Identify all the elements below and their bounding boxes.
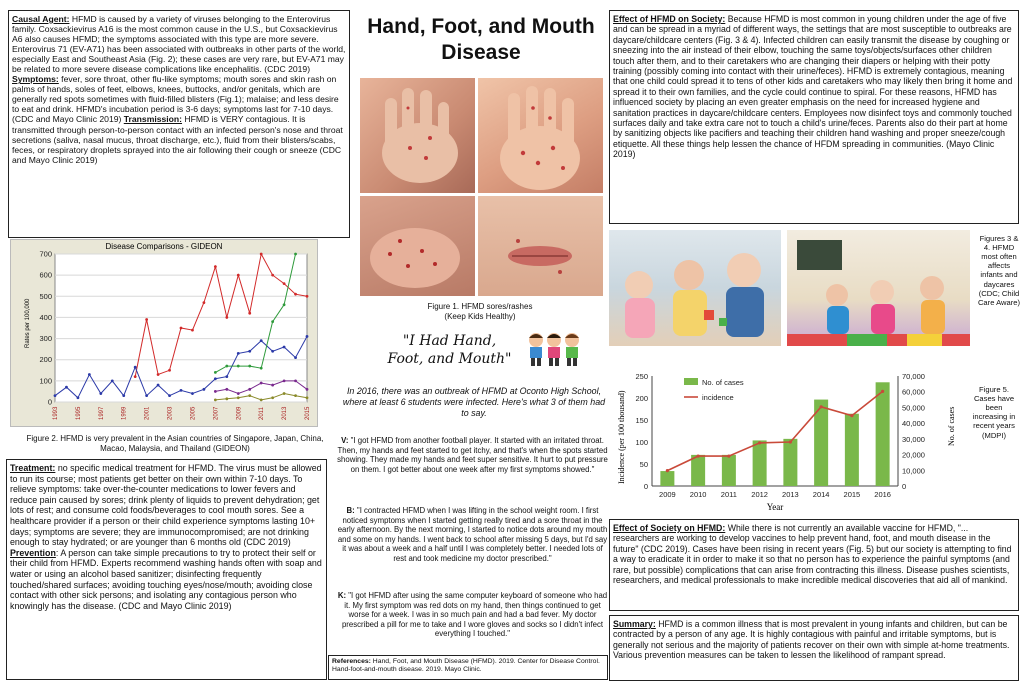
data-point [294, 253, 297, 256]
y-right-tick-label: 10,000 [902, 466, 925, 476]
data-point [283, 392, 286, 395]
data-point [271, 320, 274, 323]
transmission-text: HFMD is VERY contagious. It is transmitted through person-to-person contact with an infected person's nose and throat secretions (saliva, nasal mucus, throat discharge, etc.), fluid from their blisters/scabs, feces, or respiratory droplets sprayed into the air following their cough or sneeze (CDC and Mayo Clinic 2019) [12, 114, 343, 165]
x-tick-label: 2010 [689, 490, 707, 499]
quote-v-text: "I got HFMD from another football player. It started with an irritated throat. Then, my hands and feet started to get itchy, and that's when the spots started showing. They made my hands and feet super sensitive. It hurt to put pressure on them. I got better about one week after my first symptoms showed." [337, 436, 608, 474]
x-tick-label: 2009 [659, 490, 676, 499]
case-bar [753, 440, 767, 486]
y-tick-label: 50 [639, 460, 648, 469]
x-tick-label: 2011 [720, 490, 737, 499]
x-tick-label: 2009 [236, 406, 243, 420]
references-heading: References: [332, 658, 371, 665]
data-point [225, 397, 228, 400]
data-point [157, 373, 160, 376]
y-tick-label: 700 [39, 249, 52, 259]
data-point [157, 384, 160, 387]
data-point [294, 293, 297, 296]
data-point [214, 390, 217, 393]
y-tick-label: 200 [635, 394, 648, 403]
quote-k [335, 591, 610, 639]
effect-on-society-text: Because HFMD is most common in young children under the age of five and can be spread in a myriad of different ways, the settings that are most susceptible to outbreaks are daycare/childcare centers (Fig. 3 & 4). Infected children can easily transmit the disease by coughing or sneezing into the air instead of their elbow, touching the same toys/objects/surfaces other children touch after them, and to their caretakers who are changing their diapers or helping with their potty training (possibly coming into contact with their urine/feces). HFMD is extremely contagious, meaning that one child could spread it to tens of other kids and caretakers who may likely then bring it home and spread it to their own families, and the cycle could continue to spiral. For these reasons, HFMD has influenced society by placing an even greater emphasis on the need for increased hygiene and sanitation practices in daycare/childcare centers. Employees now disinfect toys and commonly touched surfaces daily and take extra care not to touch a child's urine/feces. Parents also do their part at home by sanitizing objects like pacifiers and teaching their children hand washing and proper sneeze/cough etiquette. All these things help lessen the chance of HFDM spreading in communities. (Mayo Clinic 2019) [613, 14, 1013, 160]
data-point [260, 398, 263, 401]
data-point [294, 356, 297, 359]
y-tick-label: 0 [47, 397, 52, 407]
fig34-caption: Figures 3 & 4. HFMD most often affects infants and daycares (CDC; Child Care Aware) [977, 234, 1021, 307]
data-point [237, 392, 240, 395]
chart-title: Disease Comparisons - GIDEON [105, 242, 223, 251]
quote-k-text: "I got HFMD after using the same computer keyboard of someone who had it. My first symptom was red dots on my hand, then things continued to get worse for a week. I was in so much pain and had a bad fever. My doctor prescribed a pill for me to take and I wore gloves and socks so I didn't infect everything I touched." [341, 591, 608, 638]
data-point [271, 350, 274, 353]
y-tick-label: 500 [39, 291, 52, 301]
gideon-chart-svg [11, 240, 317, 426]
daycare-photo-1 [609, 230, 781, 346]
daycare-photo-2 [787, 230, 970, 346]
quote-k-label: K: [337, 591, 347, 600]
quote-b-text: "I contracted HFMD when I was lifting in the school weight room. I first noticed symptoms when I started getting really tired and a sore throat in the early afternoon. By the next morning, I started to notice dots around my mouth and some on my hands. I went back to school after missing 5 days, but I'd say it was about a week and a half until I was completely better. I needed lots of rest and took medicine my doctor prescribed." [337, 506, 608, 563]
incidence-point [789, 440, 792, 443]
x-tick-label: 2003 [167, 406, 174, 420]
effect-on-society-box [609, 10, 1019, 224]
intro-text: In 2016, there was an outbreak of HFMD at Oconto High School, where at least 6 students were infected. Here's what 3 of them had to say. [342, 386, 606, 418]
data-point [122, 394, 125, 397]
x-tick-label: 2011 [259, 407, 266, 420]
data-point [283, 346, 286, 349]
legend-label-cases: No. of cases [702, 378, 744, 387]
data-point [237, 352, 240, 355]
data-point [65, 386, 68, 389]
y-tick-label: 250 [635, 372, 648, 381]
effect-on-society-heading: Effect of HFMD on Society: [613, 14, 726, 24]
disease-comparison-chart [10, 239, 318, 427]
y-tick-label: 200 [39, 355, 52, 365]
y-tick-label: 150 [635, 416, 648, 425]
y-tick-label: 100 [635, 438, 648, 447]
data-point [248, 365, 251, 368]
mouth-sketch [478, 196, 603, 296]
y-right-tick-label: 60,000 [902, 387, 925, 397]
case-bar [783, 439, 797, 486]
y-axis-label: Incidence (per 100 thousand) [617, 390, 626, 484]
y-right-tick-label: 50,000 [902, 403, 925, 413]
data-point [88, 373, 91, 376]
x-tick-label: 1997 [98, 406, 105, 420]
case-bar [722, 455, 736, 486]
cases-chart-svg [612, 368, 968, 518]
data-point [248, 350, 251, 353]
data-point [306, 388, 309, 391]
summary-text: HFMD is a common illness that is most prevalent in young infants and children, but can be contracted by a person of any age. It is highly contagious with painful and irritable symptoms, but is generally not serious and the majority of patients recover on their own with simple at-home treatments. Various prevention measures can be taken to lessen the likelihood of rampant spread. [613, 619, 1010, 661]
data-point [283, 379, 286, 382]
data-point [191, 392, 194, 395]
y-right-axis-label: No. of cases [947, 406, 956, 446]
incidence-point [850, 414, 853, 417]
y-tick-label: 300 [39, 334, 52, 344]
effect-of-society-box [609, 519, 1019, 611]
data-point [225, 365, 228, 368]
prevention-heading: Prevention [10, 547, 56, 558]
causal-agent-text: HFMD is caused by a variety of viruses belonging to the Enterovirus family. Coxsackievirus A16 is the most common cause in the U.S., but Coxsackievirus A6 also causes HFMD; the symptoms associated with this type are more severe. Enterovirus 71 (EV-A71) has been associated with outbreaks in other parts of the world, especially East and Southeast Asia (Fig. 2); these cases are very rare, but EV-A71 may be related to more severe disease complications like encephalitis. (CDC 2019) [12, 14, 346, 75]
data-point [225, 316, 228, 319]
causal-agent-heading: Causal Agent: [12, 14, 70, 24]
data-point [294, 394, 297, 397]
data-point [306, 335, 309, 338]
case-bar [845, 414, 859, 486]
incidence-point [666, 469, 669, 472]
data-point [237, 274, 240, 277]
data-point [214, 371, 217, 374]
data-point [225, 388, 228, 391]
incidence-point [758, 441, 761, 444]
data-point [203, 388, 206, 391]
data-point [214, 265, 217, 268]
y-tick-label: 600 [39, 270, 52, 280]
hand-sketch [360, 78, 475, 193]
incidence-point [697, 454, 700, 457]
data-point [248, 388, 251, 391]
fig1-caption: Figure 1. HFMD sores/rashes (Keep Kids Healthy) [427, 302, 533, 321]
data-point [271, 396, 274, 399]
y-right-tick-label: 40,000 [902, 419, 925, 429]
data-point [283, 303, 286, 306]
hand-rash-photo-1 [360, 78, 475, 193]
x-tick-label: 1999 [121, 406, 128, 420]
x-tick-label: 2001 [144, 406, 151, 420]
y-tick-label: 0 [643, 482, 648, 491]
quote-b [335, 506, 610, 563]
babies-sketch [609, 230, 781, 346]
palm-sketch [478, 78, 603, 193]
x-tick-label: 2015 [305, 406, 311, 420]
data-point [306, 295, 309, 298]
y-right-tick-label: 70,000 [902, 372, 925, 381]
data-point [283, 282, 286, 285]
y-axis-label: Rates per 100,000 [25, 298, 31, 348]
effect-of-society-text: While there is not currently an available vaccine for HFMD, "... researchers are working to develop vaccines to help prevent hand, foot, and mouth disease in the future" (CDC 2019). Cases have been rising in recent years (Fig. 5) but our society is attempting to find a way to eradicate it in order to make it so that no person has to experience the painful symptoms (and rare, but possible) complications that can arise from contracting this illness. Disease pushes scientists, researchers, and medical professionals to make incredible medical discoveries that aid all of mankind. [613, 523, 1012, 586]
quote-v-label: V: [341, 436, 349, 445]
incidence-point [727, 454, 730, 457]
quote-v [335, 436, 610, 474]
foot-sketch [360, 196, 475, 296]
treatment-heading: Treatment: [10, 463, 56, 473]
y-tick-label: 100 [39, 376, 52, 386]
references-box [328, 655, 608, 680]
data-point [294, 379, 297, 382]
poster-title: Hand, Foot, and Mouth Disease [367, 15, 595, 64]
references-text: Hand, Foot, and Mouth Disease (HFMD). 2019. Center for Disease Control. Hand-foot-and-mouth disease. 2019. Mayo Clinic. [332, 658, 600, 674]
daycare-sketch [787, 230, 970, 346]
data-point [260, 382, 263, 385]
transmission-heading: Transmission: [123, 114, 183, 125]
data-point [237, 365, 240, 368]
data-point [225, 375, 228, 378]
y-right-tick-label: 20,000 [902, 450, 925, 460]
data-point [111, 379, 114, 382]
data-point [99, 392, 102, 395]
quote-b-label: B: [346, 506, 355, 515]
x-tick-label: 2013 [282, 406, 289, 420]
quote-title: "I Had Hand, Foot, and Mouth" [387, 333, 512, 367]
prevention-text: : A person can take simple precautions to try to protect their self or their child from HFMD. Experts recommend washing hands often with soap and water or using an alcohol based sanitizer; disinfecting frequently touched/shared surfaces; avoiding touching eyes/nose/mouth; avoiding close contact with other sick persons; and isolating any contagious person who knowingly has the disease. (CDC and Mayo Clinic 2019) [10, 547, 322, 611]
x-tick-label: 1995 [75, 406, 82, 420]
children-icon [525, 331, 583, 367]
y-right-tick-label: 30,000 [902, 434, 925, 444]
fig2-caption: Figure 2. HFMD is very prevalent in the Asian countries of Singapore, Japan, China, Macao, Malaysia, and Thailand (GIDEON) [26, 434, 324, 453]
data-point [260, 339, 263, 342]
data-point [191, 329, 194, 332]
data-point [134, 366, 137, 369]
summary-heading: Summary: [613, 619, 656, 629]
y-right-tick-label: 0 [902, 482, 907, 491]
incidence-point [820, 405, 823, 408]
data-point [77, 396, 80, 399]
data-point [271, 274, 274, 277]
data-point [203, 301, 206, 304]
data-point [237, 396, 240, 399]
x-tick-label: 2015 [843, 490, 861, 499]
data-point [214, 398, 217, 401]
data-point [168, 394, 171, 397]
x-tick-label: 2016 [874, 490, 891, 499]
effect-of-society-heading: Effect of Society on HFMD: [613, 523, 726, 533]
causal-agent-box [8, 10, 350, 238]
data-point [271, 384, 274, 387]
data-point [180, 327, 183, 330]
data-point [145, 318, 148, 321]
data-point [306, 396, 309, 399]
data-point [214, 377, 217, 380]
x-tick-label: 2013 [782, 490, 799, 499]
treatment-box [6, 459, 327, 680]
data-point [248, 394, 251, 397]
incidence-point [881, 390, 884, 393]
mouth-sores-photo [478, 196, 603, 296]
symptoms-text: fever, sore throat, other flu-like symptoms; mouth sores and skin rash on palms of hands, soles of feet, elbows, knees, buttocks, and/or genitals, which are generally red spots sometimes with fluid-filled blisters (Fig.1); malaise; and less desire to eat and drink. HFMD's incubation period is 3-6 days; symptoms last for 7-10 days. (CDC and Mayo Clinic 2019) [12, 74, 339, 125]
x-tick-label: 2007 [213, 406, 220, 420]
x-axis-label: Year [766, 502, 784, 512]
fig5-caption: Figure 5. Cases have been increasing in recent years (MDPI) [972, 385, 1016, 440]
x-tick-label: 2014 [812, 490, 830, 499]
data-point [168, 369, 171, 372]
data-point [145, 394, 148, 397]
x-tick-label: 1993 [53, 406, 59, 420]
treatment-text: no specific medical treatment for HFMD. The virus must be allowed to run its course; most patients get better on their own within 7-10 days. To relieve symptoms: take over-the-counter medications to lower fevers and reduce pain caused by sores; drink plenty of liquids to prevent dehydration; get lots of rest; and consume cold foods/beverages to cool mouth sores. See a healthcare provider if a person or their child experience symptoms lasting 10+ days; symptoms are severe; they are immunocompromised; are not drinking enough to stay hydrated; or are younger than 6 months old (CDC 2019) [10, 463, 322, 548]
data-point [134, 375, 137, 378]
case-bar [691, 455, 705, 486]
cases-chart [612, 368, 968, 518]
y-tick-label: 400 [39, 312, 52, 322]
hand-rash-photo-2 [478, 78, 603, 193]
data-point [54, 394, 57, 397]
case-bar [660, 471, 674, 486]
x-tick-label: 2012 [751, 490, 768, 499]
symptoms-heading: Symptoms: [12, 74, 59, 85]
case-bar [876, 382, 890, 486]
legend-label-incidence: incidence [702, 393, 734, 402]
data-point [248, 312, 251, 315]
data-point [260, 367, 263, 370]
legend-swatch-cases [684, 378, 698, 385]
summary-box [609, 615, 1019, 681]
data-point [180, 389, 183, 392]
data-point [260, 253, 263, 256]
foot-rash-photo [360, 196, 475, 296]
x-tick-label: 2005 [190, 406, 197, 420]
